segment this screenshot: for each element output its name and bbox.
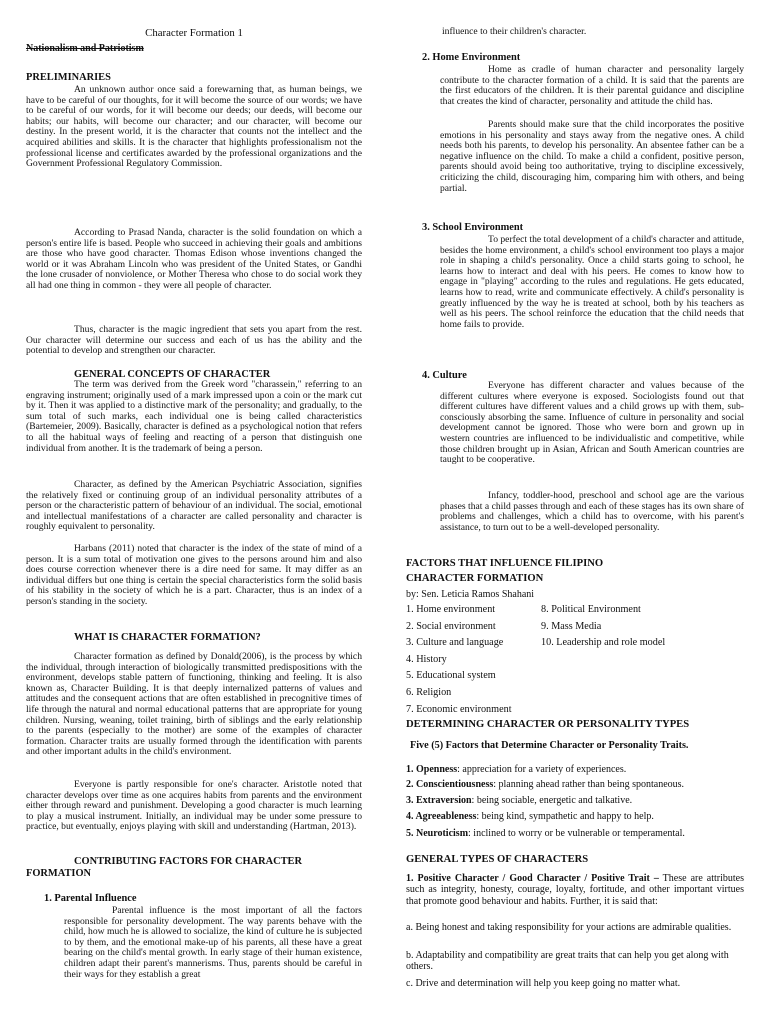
trait-extraversion <box>406 795 744 807</box>
culture-heading: 4. Culture <box>422 370 467 381</box>
struck-subtitle: Nationalism and Patriotism <box>26 43 144 54</box>
trait-name: 1. Openness <box>406 764 458 775</box>
general-types-heading: GENERAL TYPES OF CHARACTERS <box>406 854 589 865</box>
trait-name: 3. Extraversion <box>406 795 472 806</box>
what-is-paragraph-1: Character formation as defined by Donald(2006), is the process by which the individual, through interaction of biologically transmitted predispositions with the environment, develops stable pattern of functioning, thinking and feeling. It is also known as, Character Building. It is that deeply internalized patterns of values and attitudes and the consequent actions that are often established in precognitive times of life through the natural and normal educational patterns that are appropriate for young children. Nursing, weaning, toilet training, birth of siblings and the early relationship to the parents (especially to the mother) are some of the examples of character formation. Character traits are usually formed through the identification with parents and other important adults in the child's environment. <box>26 651 362 758</box>
general-concepts-paragraph-1: The term was derived from the Greek word "charassein," referring to an engraving instrument; originally used of a mark impressed upon a coin or the mark cut by it. Then it was applied to a distinctive mark of the personality; and gradually, to the sum total of such marks, each individual one is being called characteristics (Bartemeier, 2009). Basically, character is defined as a psychological notion that refers to all the habitual ways of feeling and reacting of a person that distinguish one individual from another. It is the trademark of being a person. <box>26 379 362 454</box>
list-item-a: a. Being honest and taking responsibility for your actions are admirable qualities. <box>406 922 732 933</box>
list-item: 1. Home environment <box>406 604 496 615</box>
trait-conscientiousness <box>406 779 744 791</box>
list-item: 4. History <box>406 653 447 665</box>
list-item: 9. Mass Media <box>541 620 602 632</box>
continued-line: influence to their children's character. <box>442 26 587 37</box>
factors-list-column-2 <box>541 602 744 718</box>
home-environment-paragraph-2: Parents should make sure that the child incorporates the positive emotions in his personality and stays away from the negative ones. A child needs both his parents, to develop his personality. An absentee father can be a negative influence on the child. To make a child a confident, positive person, parents should avoid being too authoritative, trying to discipline excessively, criticizing the child, discouraging him, comparing him with others, and being partial. <box>440 119 744 194</box>
culture-paragraph-1: Everyone has different character and values because of the different cultures where everyone is exposed. Sociologists found out that different cultures have different values and a child grows up with them, sub-consciously absorbing the same. Influence of culture in personality and social development cannot be ignored. Those who were born and grown up in western countries are influenced to be individualistic and competitive, while those children brought up in Asian, African and South American countries are taught to be cooperative. <box>440 380 744 466</box>
preliminaries-paragraph-2: According to Prasad Nanda, character is the solid foundation on which a person's entire life is based. People who succeed in achieving their goals and ambitions are those who have good character. Thomas Edison whose inventions changed the world or it was Abraham Lincoln who was president of the United States, or Gandhi the lone crusader of nonviolence, or Mother Theresa who chose to do social work they all had one thing in common - they were all people of character. <box>26 227 362 291</box>
factors-author: by: Sen. Leticia Ramos Shahani <box>406 589 535 600</box>
positive-character-title: 1. Positive Character / Good Character / Positive Trait – <box>406 873 659 884</box>
home-environment-heading: 2. Home Environment <box>422 52 521 63</box>
school-environment-paragraph: To perfect the total development of a child's character and attitude, besides the home environment, a child's school environment too plays a major role in shaping a child's personality. Once a child starts going to school, he learns how to interact and deal with his peers. He comes to know how to engage in "playing" according to the rules and regulations. He gets educated, learns how to read, write and communicate effectively. A child's personality is greatly influenced by the way he is treated at school, both by his teachers as well as his peers. The school reinforce the education that the child needs that home fails to provide. <box>440 234 744 330</box>
list-item: 8. Political Environment <box>541 604 641 615</box>
trait-name: 5. Neuroticism <box>406 828 469 839</box>
home-environment-paragraph-1: Home as cradle of human character and personality largely contribute to the character formation of a child. It is said that the parents are the first educators of the children. It is their parental guidance and discipline that creates the kind of character, personality and attitude the child has. <box>440 64 744 107</box>
general-concepts-paragraph-2: Character, as defined by the American Psychiatric Association, signifies the relatively fixed or continuing group of an individual personality attributes of a person or the characteristic pattern of behaviour of an individual. The social, emotional and intellectual manifestations of a character are called personality and character is roughly equivalent to personality. <box>26 479 362 533</box>
positive-character-text: These are attributes such as integrity, honesty, courage, loyalty, fortitude, and other important virtues that promote good behaviour and habits. Further, it is said that: <box>406 873 744 907</box>
trait-description: : being kind, sympathetic and happy to help. <box>476 811 654 822</box>
trait-description: : planning ahead rather than being spontaneous. <box>493 779 685 790</box>
list-item-c: c. Drive and determination will help you keep going no matter what. <box>406 978 681 989</box>
trait-description: : appreciation for a variety of experiences. <box>457 764 627 775</box>
factors-heading-line-2: CHARACTER FORMATION <box>406 573 544 584</box>
culture-paragraph-2: Infancy, toddler-hood, preschool and school age are the various phases that a child passes through and each of these stages has its own share of problems and challenges, which a child has to overcome, with his parent's assistance, to turn out to be a well-developed personality. <box>440 490 744 533</box>
preliminaries-paragraph-1: An unknown author once said a forewarning that, as human beings, we have to be careful of our thoughts, for it will become the source of our words; we have to be careful of our words, for it will become our deeds; our deeds, will become our habits; our habits, will become our character; and our character, will become our destiny. In the present world, it is the character that counts not the intellect and the acquired abilities and skills. It is the character that highlights professionalism not the professional license and certificates awarded by the professional organizations and the Government Professional Regulatory Commission. <box>26 84 362 170</box>
trait-agreeableness <box>406 811 744 823</box>
trait-description: : being sociable, energetic and talkative. <box>471 795 633 806</box>
list-item: 3. Culture and language <box>406 637 504 649</box>
list-item: 7. Economic environment <box>406 703 512 715</box>
what-is-character-formation-heading: WHAT IS CHARACTER FORMATION? <box>74 632 261 643</box>
factors-list-column-1 <box>406 602 541 718</box>
parental-influence-heading: 1. Parental Influence <box>44 893 137 904</box>
contributing-factors-heading: CONTRIBUTING FACTORS FOR CHARACTER FORMATION <box>26 856 302 879</box>
school-environment-heading: 3. School Environment <box>422 222 524 233</box>
preliminaries-paragraph-3: Thus, character is the magic ingredient that sets you apart from the rest. Our character will determine our success and each of us has the ability and the potential to develop and strengthen our character. <box>26 324 362 357</box>
factors-list <box>406 602 744 718</box>
preliminaries-heading: PRELIMINARIES <box>26 72 111 83</box>
positive-character-paragraph <box>406 873 744 907</box>
list-item: 2. Social environment <box>406 620 496 632</box>
general-concepts-paragraph-3: Harbans (2011) noted that character is the index of the state of mind of a person. It is a sum total of motivation one gives to the persons around him and also does course correction whenever there is a dire need for same. It may differ as an individual differs but one thing is certain the special characteristics form the solid basis of his stability in the society of which he is a part. Character, thus is an index of a person's standing in the society. <box>26 543 362 607</box>
trait-description: : inclined to worry or be vulnerable or temperamental. <box>468 828 685 839</box>
list-item: 6. Religion <box>406 686 452 698</box>
general-concepts-heading: GENERAL CONCEPTS OF CHARACTER <box>74 369 271 380</box>
list-item-b: b. Adaptability and compatibility are great traits that can help you get along with others. <box>406 950 729 973</box>
factors-heading-line-1: FACTORS THAT INFLUENCE FILIPINO <box>406 558 604 569</box>
list-item: 10. Leadership and role model <box>541 637 666 649</box>
list-item: 5. Educational system <box>406 670 496 682</box>
trait-neuroticism <box>406 828 744 840</box>
trait-name: 4. Agreeableness <box>406 811 477 822</box>
document-title: Character Formation 1 <box>145 27 243 39</box>
trait-name: 2. Conscientiousness <box>406 779 494 790</box>
parental-influence-paragraph: Parental influence is the most important of all the factors responsible for personality development. The way parents behave with the child, how much he is allowed to socialize, the kind of culture he is subjected to by them, and the emotional make-up of his parents, all these have a great bearing on the child's mental growth. In early stage of their human existence, children adapt their parent's mannerisms. Thus, parents should be careful in their ways for they establish a great <box>64 905 362 980</box>
determining-heading: DETERMINING CHARACTER OR PERSONALITY TYPES <box>406 719 690 730</box>
trait-openness <box>406 764 744 776</box>
what-is-paragraph-2: Everyone is partly responsible for one's character. Aristotle noted that character develops over time as one acquires habits from parents and the environment either through reward and punishment. Developing a good character is much learning to play a musical instrument. Initially, an individual may be under some pressure to practice, but eventually, enjoys playing with skill and understanding (Hartman, 2013). <box>26 779 362 833</box>
five-factors-heading: Five (5) Factors that Determine Character or Personality Traits. <box>410 740 689 751</box>
